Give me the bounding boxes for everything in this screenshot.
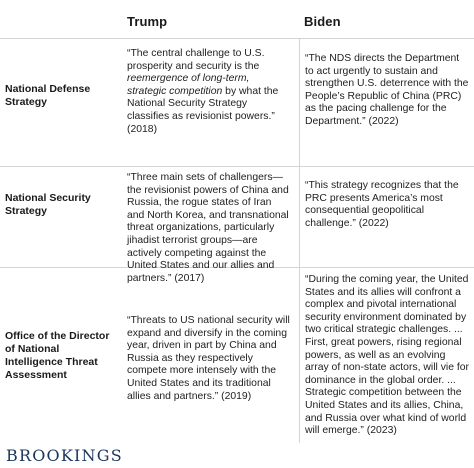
trump-quote: [127, 48, 291, 136]
quote-emphasis: reemergence of long-term, strategic competition: [127, 73, 250, 97]
table-header: [0, 0, 474, 39]
quote-text: “The central challenge to U.S. prosperity and security is the: [127, 48, 265, 72]
biden-quote: “The NDS directs the Department to act urgently to sustain and strengthen U.S. deterrence with the People’s Republic of China (PRC) as the pacing challenge for the Department.” (2022): [305, 53, 469, 127]
column-divider: [299, 38, 300, 166]
trump-quote: “Threats to US national security will expand and diversify in the coming year, driven in part by China and Russia as they respectively compete more intensely with the United States and its traditional allies and partners.” (2019): [127, 315, 290, 402]
row-label: Office of the Director of National Intelligence Threat Assessment: [5, 330, 110, 381]
brookings-logo: BROOKINGS: [6, 446, 123, 465]
table-row: [0, 166, 474, 284]
row-label: National Defense Strategy: [5, 83, 91, 108]
column-header-biden: Biden: [304, 14, 341, 29]
column-divider: [299, 166, 300, 267]
biden-quote: “During the coming year, the United States and its allies will confront a complex and pivotal international security environment dominated by two critical strategic challenges. ... First, great powers, rising regional powers, as well as an evolving array of non-state actors, will vie for dominance in the global order. ... Strategic competition between the United States and its allies, China, and Russia over what kind of world will emerge.” (2023): [305, 274, 470, 437]
column-divider: [299, 267, 300, 443]
quote-text: by what the National Security Strategy classifies as revisionist powers.” (2018): [127, 85, 279, 135]
column-header-trump: Trump: [127, 14, 168, 29]
biden-quote: “This strategy recognizes that the PRC presents America’s most consequential geopolitical challenge.” (2022): [305, 180, 459, 229]
table-row: [0, 38, 474, 167]
table-row: [0, 267, 474, 443]
trump-quote: “Three main sets of challengers—the revisionist powers of China and Russia, the rogue states of Iran and North Korea, and transnational threat organizations, particularly jihadist terrorist groups—are actively competing against the United States and our allies and partners.” (2017): [127, 172, 289, 284]
row-label: National Security Strategy: [5, 192, 91, 217]
